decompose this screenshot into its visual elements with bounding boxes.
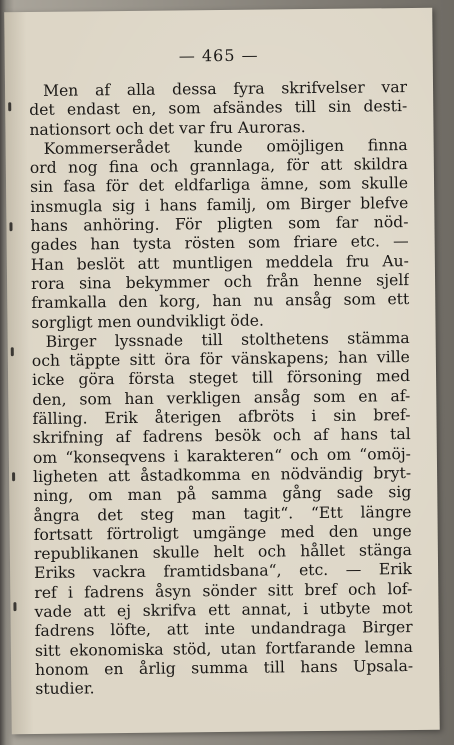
book-page [4,8,440,734]
text-line: rora sina bekymmer och från henne sjelf [30,271,410,293]
text-line: sorgligt men oundvikligt öde. [31,311,265,332]
text-line: vade att ej skrifva ett annat, i utbyte mot [34,599,413,621]
text-line: fadrens löfte, att inte undandraga Birger [34,618,413,641]
text-line: nationsort och det var fru Auroras. [29,117,306,139]
text-line: skrifning af fadrens besök och af hans tal [32,425,411,448]
text-line: Birger lyssnade till stolthetens stämma [45,328,410,351]
text-line: Eriks vackra framtidsbana“, etc. — Erik [34,560,413,583]
text-line: Kommerserådet kunde omöjligen finna [43,135,408,158]
text-line: gades han tysta rösten som friare etc. — [30,232,409,255]
text-line: framkalla den korg, han nu ansåg som ett [31,290,410,313]
text-line: honom en årlig summa till hans Upsala- [35,656,414,679]
text-line: studier. [35,679,95,699]
text-line: icke göra första steget till försoning med [31,367,411,390]
text-line: fälling. Erik återigen afbröts i sin bref- [32,406,411,429]
text-line: hans anhöring. För pligten som far nöd- [30,213,409,236]
text-line: sitt ekonomiska stöd, utan fortfarande lemna [34,637,413,660]
text-line: sin fasa för det eldfarliga ämne, som skulle [29,174,409,197]
body-text [29,78,413,699]
text-line: om “konseqvens i karakteren“ och om “omöj- [32,444,411,467]
text-line: ångra det steg man tagit“. “Ett längre [33,502,412,525]
text-line: och täppte sitt öra för vänskapens; han ville [31,348,410,371]
text-line: den, som han verkligen ansåg som en af- [32,386,411,409]
binding-edge [8,102,18,662]
text-line: Han beslöt att muntligen meddela fru Au- [30,251,409,274]
text-line: ning, om man på samma gång sade sig [33,483,412,506]
text-line: det endast en, som afsändes till sin desti- [29,97,408,120]
text-line: insmugla sig i hans familj, om Birger blefve [30,193,409,216]
text-line: Men af alla dessa fyra skrifvelser var [42,78,408,100]
text-line: fortsatt förtroligt umgänge med den unge [33,521,412,544]
text-line: ord nog fina och grannlaga, för att skildra [29,155,408,178]
text-line: ref i fadrens åsyn sönder sitt bref och lof- [34,579,413,602]
page-number: — 465 — [178,45,259,66]
text-line: ligheten att åstadkomma en nödvändig bryt- [33,463,412,486]
text-line: republikanen skulle helt och hållet stänga [33,541,412,564]
